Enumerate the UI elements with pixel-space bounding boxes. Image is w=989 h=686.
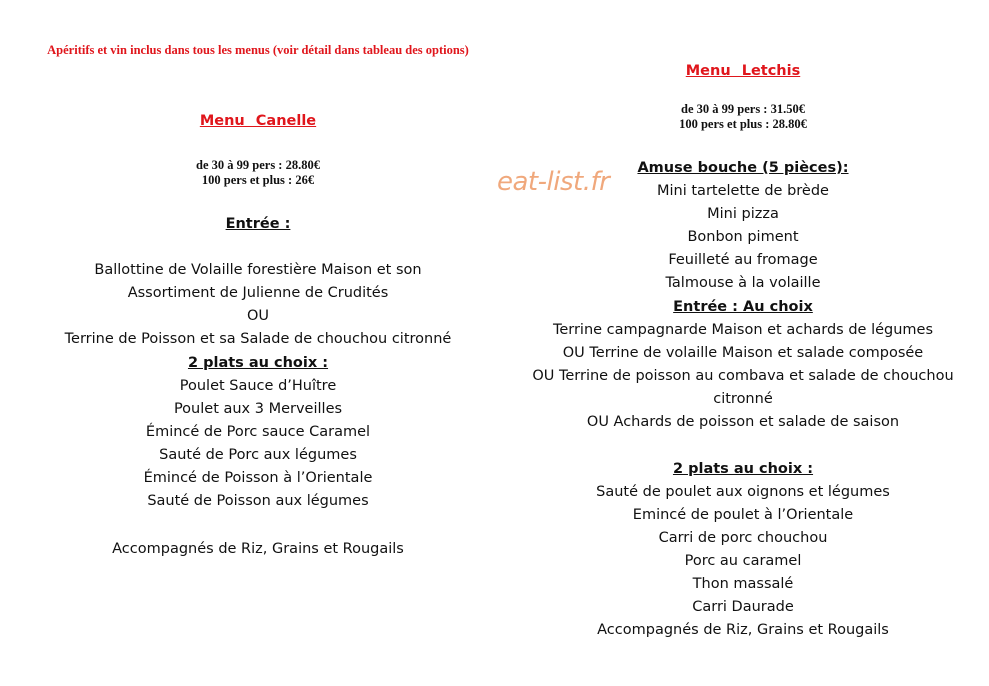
menu-item: Accompagnés de Riz, Grains et Rougails (597, 622, 889, 638)
plats-heading: 2 plats au choix : (187, 355, 329, 371)
included-drinks-note: Apéritifs et vin inclus dans tous les menus (voir détail dans tableau des options) (47, 43, 469, 57)
price-line: 100 pers et plus : 28.80€ (679, 117, 807, 131)
menu-item: Assortiment de Julienne de Crudités (127, 285, 389, 301)
menu-item: Emincé de poulet à l’Orientale (632, 507, 854, 523)
menu-item: Mini tartelette de brède (657, 183, 829, 199)
price-line: de 30 à 99 pers : 31.50€ (681, 102, 805, 116)
menu-item: Émincé de Porc sauce Caramel (145, 424, 371, 440)
menu-item: Porc au caramel (684, 553, 802, 569)
menu-item: Sauté de poulet aux oignons et légumes (596, 484, 890, 500)
plats-choice-heading: 2 plats au choix : (672, 461, 814, 477)
price-line: de 30 à 99 pers : 28.80€ (196, 158, 320, 172)
menu-letchis-prices (497, 102, 989, 132)
menu-item: Poulet aux 3 Merveilles (173, 401, 343, 417)
plats-list (8, 375, 508, 513)
menu-item: OU Terrine de volaille Maison et salade composée (562, 345, 924, 361)
menu-item: Terrine campagnarde Maison et achards de légumes (552, 322, 934, 338)
menu-item: Émincé de Poisson à l’Orientale (143, 470, 373, 486)
menu-item: OU Achards de poisson et salade de saison (586, 414, 900, 430)
menu-item: Carri de porc chouchou (658, 530, 828, 546)
menu-item: Poulet Sauce d’Huître (179, 378, 337, 394)
menu-item: Thon massalé (692, 576, 794, 592)
menu-item: Sauté de Porc aux légumes (159, 447, 357, 463)
entree-list (8, 259, 508, 351)
plats-choice-list (497, 481, 989, 642)
menu-canelle-prices (8, 158, 508, 188)
site-watermark: eat-list.fr (497, 167, 610, 197)
amuse-bouche-heading: Amuse bouche (5 pièces): (637, 160, 849, 176)
entree-choice-heading: Entrée : Au choix (673, 299, 813, 315)
menu-item: Mini pizza (707, 206, 779, 222)
menu-item: citronné (713, 391, 773, 407)
menu-item: Carri Daurade (692, 599, 794, 615)
menu-item: Terrine de Poisson et sa Salade de chouchou citronné (64, 331, 452, 347)
menu-item: Bonbon piment (687, 229, 799, 245)
menu-item: OU Terrine de poisson au combava et salade de chouchou (532, 368, 954, 384)
menu-item: Sauté de Poisson aux légumes (147, 493, 369, 509)
menu-letchis-title: Menu Letchis (685, 63, 801, 79)
amuse-bouche-list (497, 180, 989, 295)
price-line: 100 pers et plus : 26€ (201, 173, 315, 187)
entree-choice-list (497, 319, 989, 434)
menu-item: Talmouse à la volaille (665, 275, 821, 291)
menu-canelle-title: Menu Canelle (199, 113, 317, 129)
menu-item: Feuilleté au fromage (668, 252, 818, 268)
accompaniment-line: Accompagnés de Riz, Grains et Rougails (112, 541, 404, 557)
menu-item: OU (246, 308, 270, 324)
entree-heading: Entrée : (225, 216, 291, 232)
menu-item: Ballottine de Volaille forestière Maison et son (94, 262, 422, 278)
